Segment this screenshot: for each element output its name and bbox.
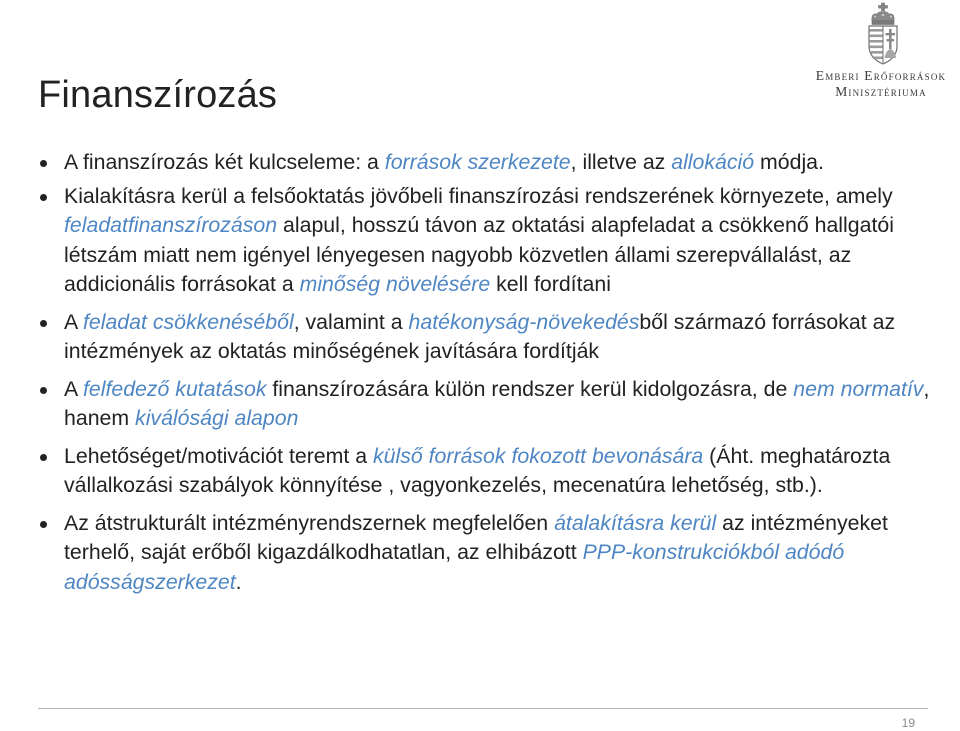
highlighted-text: külső források fokozott bevonására bbox=[372, 443, 704, 468]
bullet-item bbox=[38, 148, 938, 178]
bullet-text: alapul, hosszú távon az oktatási alapfeladat a csökkenő hallgatói létszám miatt nem igényel lényegesen nagyobb közvetlen állami szerepvállalást, az addicionális forrásokat a bbox=[64, 213, 894, 296]
footer-divider bbox=[38, 708, 928, 709]
bullet-text: , hanem bbox=[64, 376, 930, 430]
bullet-text: . bbox=[235, 569, 242, 594]
bullet-text: Kialakításra kerül a felsőoktatás jövőbeli finanszírozási rendszerének környezete, amely bbox=[64, 183, 893, 208]
highlighted-text: átalakításra kerül bbox=[554, 510, 717, 535]
highlighted-text: PPP-konstrukciókból adódó adósságszerkezet bbox=[64, 540, 845, 594]
bullet-list bbox=[38, 148, 938, 597]
logo-line-2: Minisztériuma bbox=[835, 84, 927, 99]
bullet-item bbox=[38, 509, 938, 598]
bullet-dot-icon bbox=[40, 194, 47, 201]
logo-line-1: Emberi Erőforrások bbox=[815, 68, 947, 83]
bullet-dot-icon bbox=[40, 521, 47, 528]
highlighted-text: allokáció bbox=[671, 150, 755, 174]
bullet-item bbox=[38, 182, 938, 300]
bullet-text: Az átstrukturált intézményrendszernek megfelelően bbox=[64, 510, 555, 535]
bullet-text: , illetve az bbox=[570, 150, 672, 174]
bullet-text: A bbox=[64, 309, 83, 334]
bullet-text: finanszírozására külön rendszer kerül kidolgozásra, de bbox=[266, 376, 794, 401]
bullet-item bbox=[38, 375, 938, 434]
bullet-text: A bbox=[64, 376, 83, 401]
bullet-item bbox=[38, 442, 938, 501]
highlighted-text: kiválósági alapon bbox=[135, 406, 299, 430]
bullet-text: (Áht. meghatározta vállalkozási szabályok könnyítése , vagyonkezelés, mecenatúra lehetőség, stb.). bbox=[64, 443, 891, 497]
bullet-dot-icon bbox=[40, 387, 47, 394]
highlighted-text: források szerkezete bbox=[384, 150, 571, 174]
bullet-text: az intézményeket terhelő, saját erőből kigazdálkodhatatlan, az elhibázott bbox=[64, 510, 888, 564]
highlighted-text: minőség növelésére bbox=[299, 272, 491, 296]
highlighted-text: feladatfinanszírozáson bbox=[64, 213, 278, 237]
highlighted-text: felfedező kutatások bbox=[82, 376, 267, 401]
ministry-logo bbox=[806, 2, 956, 102]
bullet-item bbox=[38, 308, 938, 367]
bullet-text: , valamint a bbox=[293, 309, 409, 334]
bullet-text: kell fordítani bbox=[490, 272, 611, 296]
bullet-dot-icon bbox=[40, 320, 47, 327]
bullet-text: ből származó forrásokat az intézmények az oktatás minőségének javítására fordítják bbox=[64, 309, 896, 363]
highlighted-text: nem normatív bbox=[793, 376, 924, 401]
hungarian-coat-of-arms-icon bbox=[863, 2, 903, 66]
bullet-dot-icon bbox=[40, 160, 47, 167]
bullet-text: módja. bbox=[754, 150, 824, 174]
slide-title: Finanszírozás bbox=[38, 74, 278, 116]
bullet-dot-icon bbox=[40, 454, 47, 461]
bullet-text: A finanszírozás két kulcseleme: a bbox=[64, 150, 385, 174]
bullet-text: Lehetőséget/motivációt teremt a bbox=[64, 443, 373, 468]
highlighted-text: hatékonyság-növekedés bbox=[408, 309, 640, 334]
page-number: 19 bbox=[901, 716, 915, 730]
highlighted-text: feladat csökkenéséből bbox=[82, 309, 294, 334]
